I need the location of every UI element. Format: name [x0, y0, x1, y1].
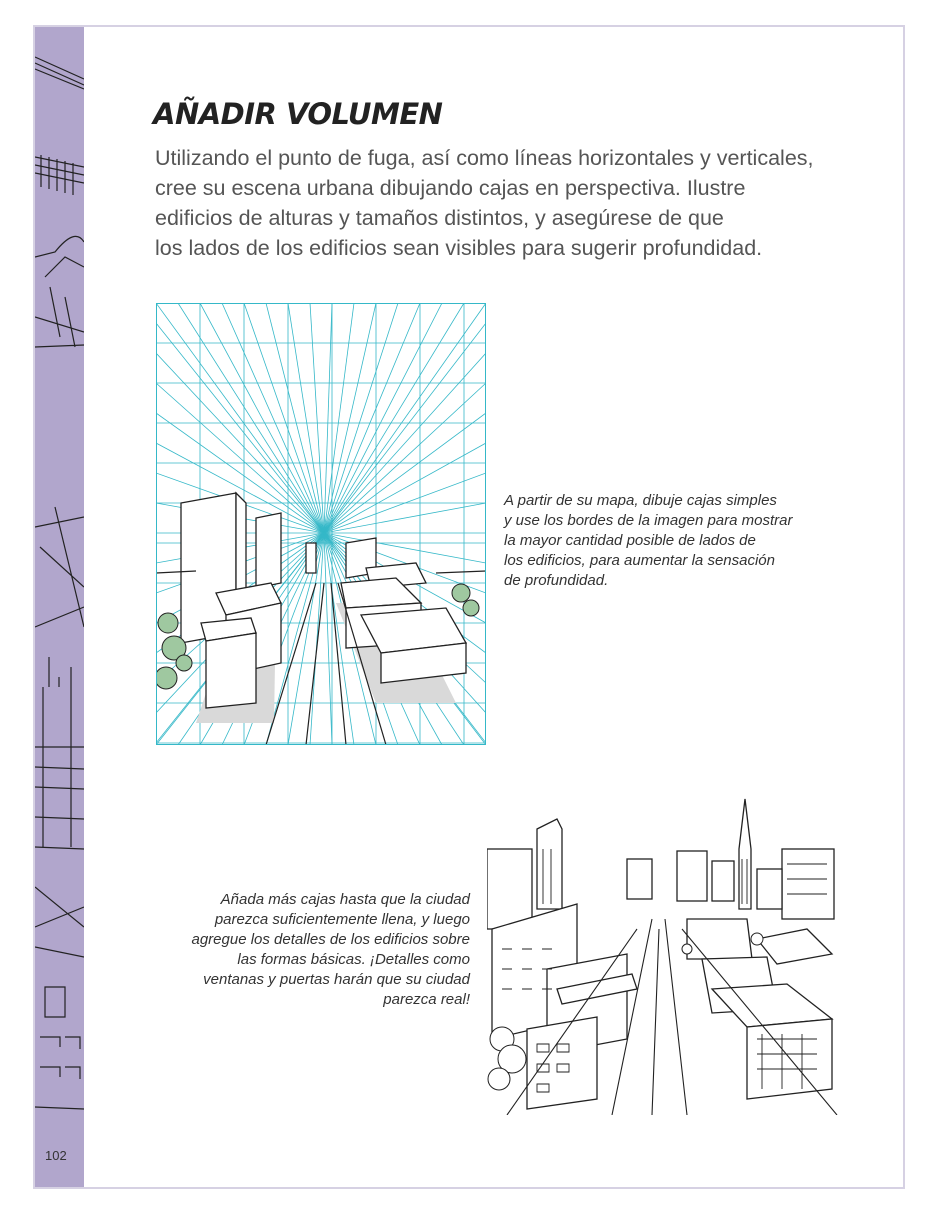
- perspective-grid-illustration: [156, 303, 486, 745]
- intro-line: los lados de los edificios sean visibles para sugerir profundidad.: [155, 236, 763, 260]
- grid-line: [324, 413, 486, 533]
- caption-line: las formas básicas. ¡Detalles como: [237, 951, 470, 968]
- intro-line: Utilizando el punto de fuga, así como líneas horizontales y verticales,: [155, 146, 814, 170]
- grid-line: [324, 303, 354, 533]
- grid-line: [324, 503, 486, 533]
- caption-perspective-grid: [504, 491, 834, 591]
- caption-line: Añada más cajas hasta que la ciudad: [220, 891, 470, 908]
- intro-paragraph: [155, 143, 855, 263]
- page-title: AÑADIR VOLUMEN: [153, 97, 443, 131]
- caption-line: agregue los detalles de los edificios sobre: [191, 931, 470, 948]
- caption-line: los edificios, para aumentar la sensación: [504, 552, 775, 569]
- sidebar-city-sketch: [35, 27, 84, 1187]
- grid-line: [324, 533, 332, 745]
- caption-line: y use los bordes de la imagen para mostrar: [504, 512, 793, 529]
- caption-line: la mayor cantidad posible de lados de: [504, 532, 756, 549]
- caption-line: parezca suficientemente llena, y luego: [214, 911, 470, 928]
- grid-line: [288, 303, 324, 533]
- skyscraper: [537, 819, 562, 909]
- book-page: [33, 25, 905, 1189]
- grid-line: [324, 303, 464, 533]
- caption-city-sketch: [155, 890, 470, 1010]
- grid-line: [324, 303, 442, 533]
- grid-line: [266, 303, 324, 533]
- city-sketch-illustration: [487, 789, 839, 1115]
- caption-line: de profundidad.: [504, 572, 609, 589]
- grid-line: [324, 353, 486, 533]
- caption-line: A partir de su mapa, dibuje cajas simples: [504, 492, 777, 509]
- sidebar-illustration-strip: [35, 27, 84, 1187]
- tall-tower: [739, 799, 751, 909]
- intro-line: cree su escena urbana dibujando cajas en perspectiva. Ilustre: [155, 176, 746, 200]
- caption-line: parezca real!: [383, 991, 470, 1008]
- grid-line: [324, 303, 420, 533]
- grid-line: [324, 303, 332, 533]
- caption-line: ventanas y puertas harán que su ciudad: [203, 971, 470, 988]
- page-number: 102: [45, 1148, 67, 1163]
- intro-line: edificios de alturas y tamaños distintos, y asegúrese de que: [155, 206, 724, 230]
- grid-line: [324, 303, 486, 533]
- grid-line: [324, 323, 486, 533]
